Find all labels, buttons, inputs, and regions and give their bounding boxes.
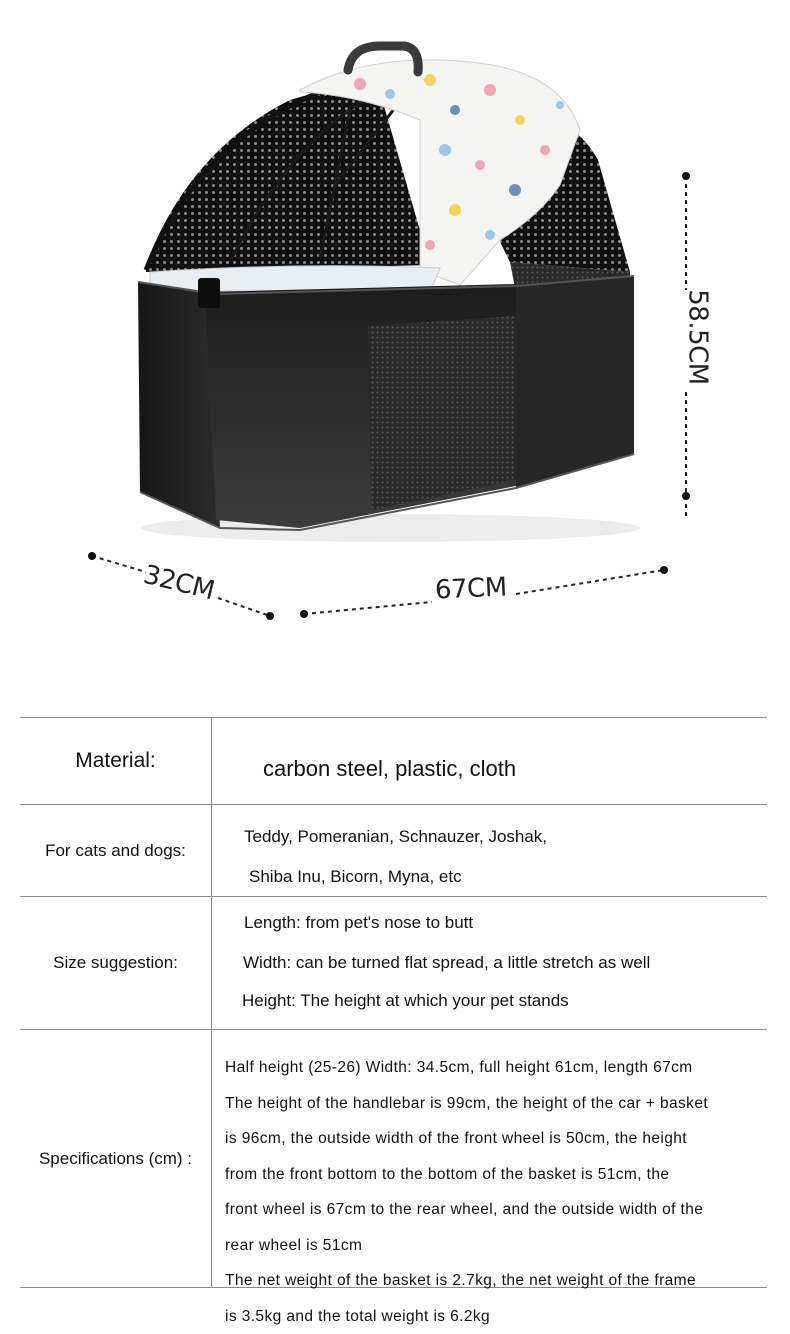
size-length-line: Length: from pet's nose to butt bbox=[244, 913, 473, 933]
spec-table bbox=[20, 717, 767, 1288]
spec-line: is 3.5kg and the total weight is 6.2kg bbox=[225, 1299, 770, 1334]
depth-dimension-label: 32CM bbox=[140, 560, 217, 606]
size-value-cell bbox=[212, 897, 767, 1029]
size-label: Size suggestion: bbox=[20, 897, 212, 1029]
spec-line: rear wheel is 51cm bbox=[225, 1228, 770, 1264]
specifications-value-cell bbox=[212, 1030, 767, 1287]
spec-line: is 96cm, the outside width of the front wheel is 50cm, the height bbox=[225, 1121, 770, 1157]
spec-line: Half height (25-26) Width: 34.5cm, full height 61cm, length 67cm bbox=[225, 1050, 770, 1086]
spec-line: The height of the handlebar is 99cm, the height of the car + basket bbox=[225, 1086, 770, 1122]
spec-row-pets bbox=[20, 804, 767, 896]
spec-row-size bbox=[20, 896, 767, 1029]
specifications-label: Specifications (cm) : bbox=[20, 1030, 212, 1287]
pets-value-line-2: Shiba Inu, Bicorn, Myna, etc bbox=[249, 867, 462, 887]
pets-label: For cats and dogs: bbox=[20, 805, 212, 896]
height-dimension-label: 58.5CM bbox=[683, 289, 713, 384]
depth-dimension-line bbox=[92, 556, 146, 572]
spec-line: from the front bottom to the bottom of the basket is 51cm, the bbox=[225, 1157, 770, 1193]
pets-value-line-1: Teddy, Pomeranian, Schnauzer, Joshak, bbox=[244, 827, 547, 847]
spec-row-material bbox=[20, 717, 767, 804]
specifications-text bbox=[225, 1050, 770, 1334]
spec-line: The net weight of the basket is 2.7kg, the net weight of the frame bbox=[225, 1263, 770, 1299]
pets-value-cell bbox=[212, 805, 767, 896]
spec-row-specifications bbox=[20, 1029, 767, 1288]
size-height-line: Height: The height at which your pet stands bbox=[242, 991, 569, 1011]
spec-line: front wheel is 67cm to the rear wheel, and the outside width of the bbox=[225, 1192, 770, 1228]
size-width-line: Width: can be turned flat spread, a little stretch as well bbox=[243, 953, 650, 973]
width-dimension-label: 67CM bbox=[434, 572, 507, 605]
material-value: carbon steel, plastic, cloth bbox=[263, 756, 516, 782]
material-label: Material: bbox=[20, 718, 212, 804]
width-dimension-line bbox=[304, 602, 432, 614]
material-value-cell bbox=[212, 718, 767, 804]
